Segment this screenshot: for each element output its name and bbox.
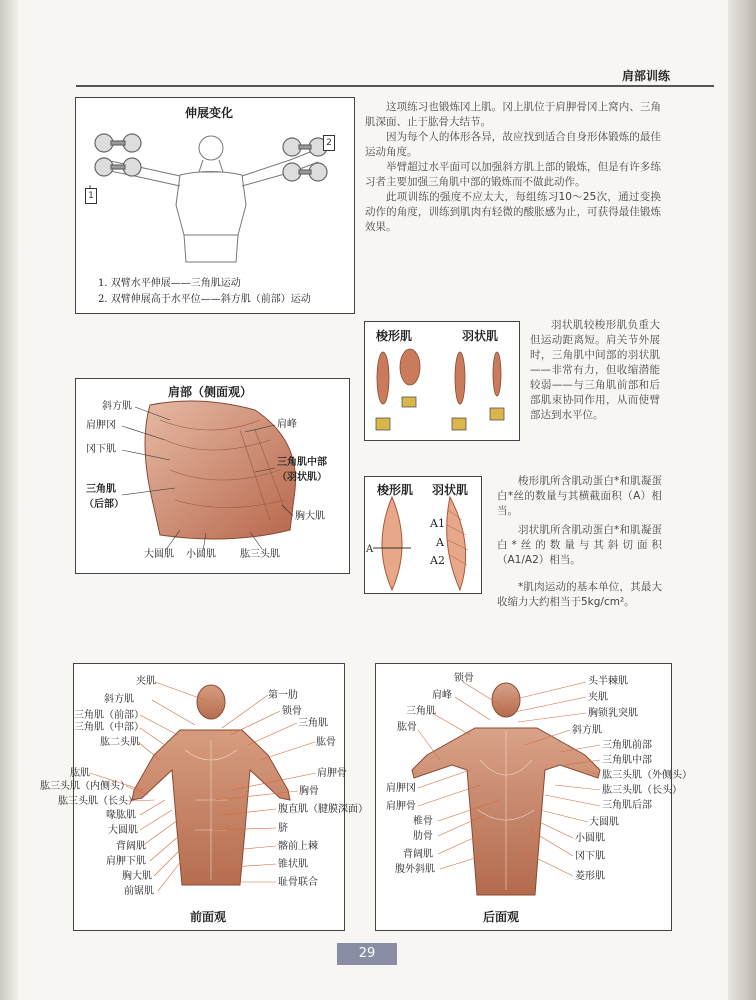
area-label-a2: A2 xyxy=(430,554,445,567)
area-label-a-mid: A xyxy=(436,536,444,549)
marker-1: 1 xyxy=(85,188,97,204)
label-infraspinatus: 冈下肌 xyxy=(86,444,116,455)
back-label-infraspinatus: 冈下肌 xyxy=(575,851,605,862)
back-label-posterior-deltoid: 三角肌后部 xyxy=(602,800,652,811)
label-posterior: （后部） xyxy=(84,499,124,510)
label-pectoralis-major: 胸大肌 xyxy=(295,511,325,522)
front-label-humerus: 肱骨 xyxy=(316,737,336,748)
extension-caption-2: 2. 双臂伸展高于水平位——斜方肌（前部）运动 xyxy=(98,294,311,305)
label-trapezius: 斜方肌 xyxy=(102,401,132,412)
marker-2: 2 xyxy=(323,135,335,151)
pennate-label-2: 羽状肌 xyxy=(432,483,469,497)
front-label-serratus: 前锯肌 xyxy=(124,886,154,897)
front-label-deltoid: 三角肌 xyxy=(298,718,328,729)
front-label-triceps-medial: 肱三头肌（内侧头） xyxy=(40,781,130,792)
running-header: 肩部训练 xyxy=(621,69,670,83)
back-label-semispinalis: 头半棘肌 xyxy=(588,676,628,687)
back-label-teres-major: 大圆肌 xyxy=(589,817,619,828)
label-pennate-note: （羽状肌） xyxy=(277,472,327,483)
front-label-brachialis: 肱肌 xyxy=(70,768,90,779)
front-label-trapezius: 斜方肌 xyxy=(104,694,134,705)
label-triceps: 肱三头肌 xyxy=(240,549,280,560)
protein-para-3: *肌肉运动的基本单位，其最大收缩力大约相当于5kg/cm²。 xyxy=(497,581,662,608)
main-para-2: 因为每个人的体形各异，故应找到适合自身形体锻炼的最佳运动角度。 xyxy=(365,131,661,158)
page-number: 29 xyxy=(337,943,397,965)
front-label-navel: 脐 xyxy=(278,823,288,834)
main-para-4: 此项训练的强度不应太大，每组练习10～25次，通过变换动作的角度，训练到肌肉有轻微的酸胀感为止，可获得最佳锻炼效果。 xyxy=(365,191,661,233)
back-label-external-oblique: 腹外斜肌 xyxy=(395,864,435,875)
fusiform-label-1: 梭形肌 xyxy=(376,329,413,343)
back-label-sternocleidomastoid: 胸锁乳突肌 xyxy=(588,708,638,719)
protein-para-2: 羽状肌所含肌动蛋白*和肌凝蛋白*丝的数量与其斜切面积（A1/A2）相当。 xyxy=(497,524,662,566)
shoulder-side-title: 肩部（侧面观） xyxy=(168,385,253,399)
back-label-scapula: 肩胛骨 xyxy=(386,801,416,812)
back-label-teres-minor: 小圆肌 xyxy=(575,833,605,844)
label-acromion: 肩峰 xyxy=(277,419,297,430)
front-label-scapula: 肩胛骨 xyxy=(317,768,347,779)
label-scapular-spine: 肩胛冈 xyxy=(86,420,116,431)
extension-title: 伸展变化 xyxy=(185,106,234,120)
label-middle-deltoid: 三角肌中部 xyxy=(277,457,327,468)
extension-caption-1: 1. 双臂水平伸展——三角肌运动 xyxy=(98,278,241,289)
main-para-3: 举臂超过水平面可以加强斜方肌上部的锻炼，但是有许多练习者主要加强三角肌中部的锻炼而不做此动作。 xyxy=(365,161,661,188)
back-label-anterior-deltoid: 三角肌前部 xyxy=(602,740,652,751)
front-label-rectus-abdominis: 腹直肌（腱膜深面） xyxy=(278,804,368,815)
front-label-anterior-deltoid: 三角肌（前部） xyxy=(74,710,144,721)
label-teres-major: 大圆肌 xyxy=(144,549,174,560)
area-label-a: A xyxy=(366,544,374,555)
label-teres-minor: 小圆肌 xyxy=(186,549,216,560)
back-label-acromion: 肩峰 xyxy=(432,690,452,701)
back-label-humerus: 肱骨 xyxy=(397,722,417,733)
front-label-pectoralis: 胸大肌 xyxy=(122,871,152,882)
back-view-caption: 后面观 xyxy=(483,910,520,924)
fusiform-label-2: 梭形肌 xyxy=(377,483,414,497)
front-view-caption: 前面观 xyxy=(190,910,227,924)
front-label-middle-deltoid: 三角肌（中部） xyxy=(74,722,144,733)
back-label-middle-deltoid: 三角肌中部 xyxy=(602,755,652,766)
back-label-latissimus: 背阔肌 xyxy=(403,849,433,860)
back-label-triceps-long: 肱三头肌（长头） xyxy=(602,785,682,796)
front-label-coracobrachialis: 喙肱肌 xyxy=(106,810,136,821)
area-label-a1: A1 xyxy=(430,517,445,530)
back-label-clavicle: 锁骨 xyxy=(454,673,474,684)
front-label-triceps-long: 肱三头肌（长头） xyxy=(58,796,138,807)
back-label-scapular-spine: 肩胛冈 xyxy=(386,783,416,794)
back-label-deltoid: 三角肌 xyxy=(406,706,436,717)
front-label-splenius: 夹肌 xyxy=(136,676,156,687)
back-label-rhomboid: 菱形肌 xyxy=(575,871,605,882)
pennate-text: 羽状肌较梭形肌负重大但运动距离短。肩关节外展时，三角肌中间部的羽状肌——非常有力，但收缩潜能较弱——与三角肌前部和后部肌束协同作用，从而使臂部达到水平位。 xyxy=(530,319,660,421)
pennate-label-1: 羽状肌 xyxy=(462,329,499,343)
front-label-biceps: 肱二头肌 xyxy=(100,737,140,748)
main-para-1: 这项练习也锻炼冈上肌。冈上肌位于肩胛骨冈上窝内、三角肌深面、止于肱骨大结节。 xyxy=(365,101,661,128)
protein-para-1: 梭形肌所含肌动蛋白*和肌凝蛋白*丝的数量与其横截面积（A）相当。 xyxy=(497,475,662,517)
back-label-rib: 肋骨 xyxy=(413,831,433,842)
label-deltoid: 三角肌 xyxy=(86,484,116,495)
front-label-clavicle: 锁骨 xyxy=(282,706,302,717)
front-label-iliac-spine: 髂前上棘 xyxy=(278,841,318,852)
front-label-latissimus: 背阔肌 xyxy=(116,841,146,852)
front-label-sternum: 胸骨 xyxy=(299,786,319,797)
back-label-splenius: 夹肌 xyxy=(588,692,608,703)
front-label-pubic-symphysis: 耻骨联合 xyxy=(278,877,318,888)
back-label-trapezius: 斜方肌 xyxy=(572,725,602,736)
back-label-triceps-lateral: 肱三头肌（外侧头） xyxy=(602,770,692,781)
front-label-subscapularis: 肩胛下肌 xyxy=(106,856,146,867)
front-label-teres-major: 大圆肌 xyxy=(108,825,138,836)
front-label-first-rib: 第一肋 xyxy=(268,690,298,701)
front-label-pyramidalis: 锥状肌 xyxy=(278,859,308,870)
back-label-vertebra: 椎骨 xyxy=(413,816,433,827)
